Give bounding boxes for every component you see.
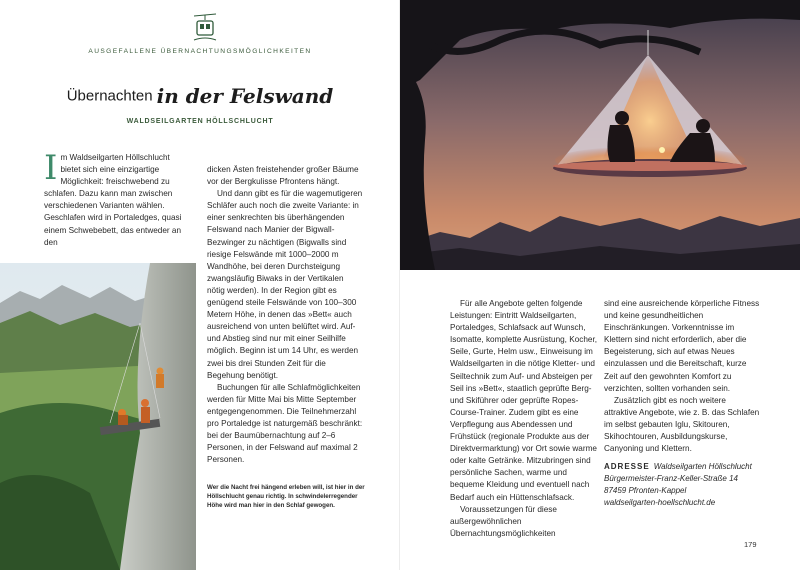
address-block: [604, 461, 760, 509]
tree-tent-sunset-photo: [400, 0, 800, 270]
text-column-1: [44, 148, 192, 249]
paragraph: Buchungen für alle Schlafmöglichkeiten werden für Mitte Mai bis Mitte September entgegengenommen. Die Teilnehmerzahl pro Portaledge ist naturgemäß beschränkt: bei der Baumübernachtung auf 2–6 Personen, in der Felswand auf maximal 2 Personen.: [207, 382, 363, 465]
cliff-portaledge-photo: [0, 263, 196, 570]
paragraph: sind eine ausreichende körperliche Fitness und keine gesundheitlichen Einschränkungen. Vorkenntnisse im Klettern sind nicht erforderlich, aber die Begeisterung, sich auf etwas Neues einzulassen und die Bereitschaft, kurze Zeit auf den gewohnten Komfort zu verzichten, sollten vorhanden sein.: [604, 299, 760, 393]
cable-car-icon: [192, 12, 218, 44]
address-line: Waldseilgarten Höllschlucht: [653, 462, 752, 472]
page-subtitle: WALDSEILGARTEN HÖLLSCHLUCHT: [126, 118, 274, 125]
paragraph: Voraussetzungen für diese außergewöhnlichen Übernachtungsmöglichkeiten: [450, 504, 557, 538]
text-column-3: [450, 298, 598, 540]
paragraph: Zusätzlich gibt es noch weitere attraktive Angebote, wie z. B. das Schlafen im selbst gebauten Iglu, Skitouren, Skihochtouren, Ausbildungskurse, Canyoning und Klettern.: [604, 395, 760, 454]
address-line: Bürgermeister-Franz-Keller-Straße 14: [604, 474, 738, 484]
photo-caption: Wer die Nacht frei hängend erleben will, ist hier in der Höllschlucht genau richtig. In schwindelerregender Höhe wird man hier in den Schlaf gewogen.: [207, 484, 365, 510]
page-title: [0, 84, 400, 108]
dropcap: I: [44, 148, 58, 188]
text-column-2: [207, 164, 363, 466]
address-label: ADRESSE: [604, 462, 650, 472]
page-number: 179: [744, 540, 757, 549]
address-line: 87459 Pfronten-Kappel: [604, 486, 687, 496]
paragraph: Und dann gibt es für die wagemutigeren Schläfer auch noch die zweite Variante: in einer senkrechten bis überhängenden Felswand nach Manier der Bigwall-Bezwinger zu nächtigen (Bigwalls sind riesige Felswände mit 1000–2000 m Wandhöhe, bei deren Durchsteigung zwangsläufig Biwaks in der Vertikalen nötig werden). In der Region gibt es genügend steile Felswände von 100–300 Metern Höhe, in denen das »Bett« auch ausreichend von unten belüftet wird. Auf- und Abstieg sind nur mit einer Seilhilfe möglich. Beginn ist um 14 Uhr, es werden zwei bis drei Stunden Zeit für die Begehung benötigt.: [207, 189, 363, 380]
text-column-4: [604, 298, 760, 509]
address-website: waldseilgarten-hoellschlucht.de: [604, 498, 716, 508]
paragraph: Für alle Angebote gelten folgende Leistungen: Eintritt Waldseilgarten, Portaledges, Schlafsack auf Wunsch, Isomatte, komplette Ausrüstung, Kocher, Seile, Gurte, Helm usw., Einweisung im Waldseilgarten in die nötige Kletter- und Seiltechnik zum Auf- und Absteigen per Seil ins »Bett«, staatlich geprüfte Berg- und Skiführer oder geprüfte Ropes-Course-Trainer. Zudem gibt es eine Verpflegung aus Abendessen und Frühstück (regionale Produkte aus der Direktvermarktung) vor Ort sowie warme oder kalte Getränke. Mitzubringen sind persönliche Sachen, warme und bequeme Kleidung und eventuell nach Bedarf auch ein Hüttenschlafsack.: [450, 299, 597, 502]
paragraph: Im Waldseilgarten Höllschlucht bietet sich eine einzigartige Möglichkeit: freischwebend zu schlafen. Dazu kann man zwischen verschiedenen Varianten wählen. Geschlafen wird in Portaledges, quasi einem Schwebebett, das entweder an den: [44, 148, 182, 247]
title-part1: Übernachten: [66, 87, 153, 105]
paragraph: dicken Ästen freistehender großer Bäume vor der Bergkulisse Pfrontens hängt.: [207, 165, 359, 187]
section-kicker: AUSGEFALLENE ÜBERNACHTUNGSMÖGLICHKEITEN: [88, 48, 312, 55]
title-part2: in der Felswand: [156, 84, 334, 108]
